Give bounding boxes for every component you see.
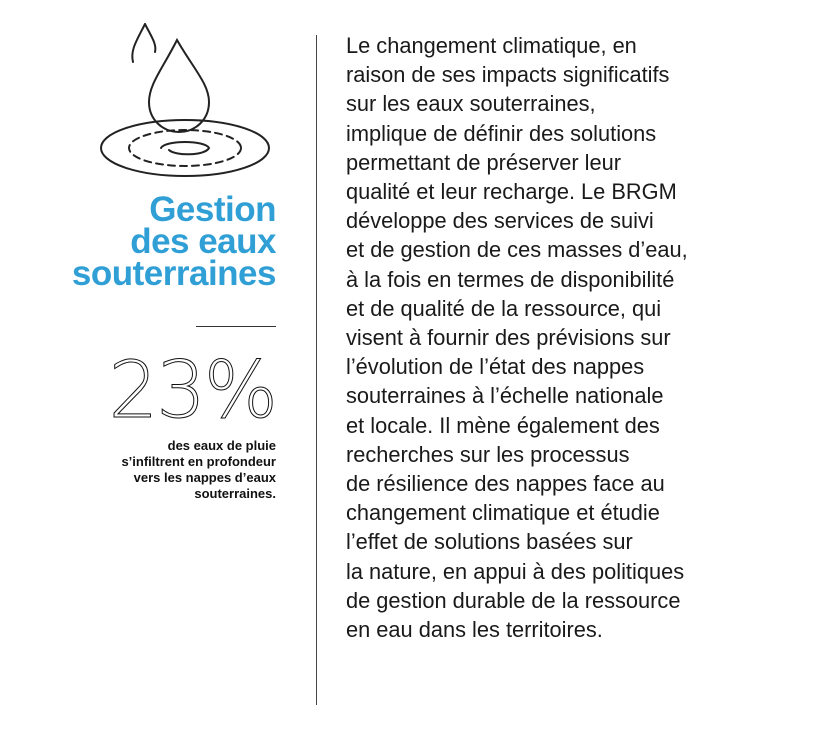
body-line: de résilience des nappes face au (346, 471, 665, 497)
body-paragraph (346, 31, 816, 644)
body-line: et de qualité de la ressource, qui (346, 295, 662, 321)
title-line-2: des eaux (130, 222, 276, 261)
body-line: permettant de préserver leur (346, 149, 622, 175)
body-line: et de gestion de ces masses d’eau, (346, 237, 688, 263)
body-line: l’évolution de l’état des nappes (346, 354, 645, 380)
stat-caption-line-4: souterraines. (194, 486, 276, 501)
title-line-3: souterraines (71, 254, 276, 293)
body-line: la nature, en appui à des politiques (346, 558, 685, 584)
body-line: changement climatique et étudie (346, 500, 660, 526)
stat-value-text: 23% (108, 346, 276, 436)
title-line-1: Gestion (149, 190, 276, 229)
body-line: implique de définir des solutions (346, 120, 657, 146)
body-line: de gestion durable de la ressource (346, 587, 681, 613)
body-line: l’effet de solutions basées sur (346, 529, 633, 555)
stat-caption-line-3: vers les nappes d’eaux (133, 470, 276, 485)
body-line: à la fois en termes de disponibilité (346, 266, 675, 292)
water-drop-ripple-icon (85, 10, 275, 180)
stat-caption (20, 438, 276, 502)
body-line: développe des services de suivi (346, 208, 654, 234)
stat-caption-line-1: des eaux de pluie (167, 438, 276, 453)
stat-value (40, 346, 276, 436)
body-line: Le changement climatique, en (346, 33, 637, 58)
body-line: souterraines à l’échelle nationale (346, 383, 664, 409)
body-line: raison de ses impacts significatifs (346, 62, 670, 88)
body-line: qualité et leur recharge. Le BRGM (346, 179, 677, 205)
column-divider (316, 35, 317, 705)
body-line: sur les eaux souterraines, (346, 91, 596, 117)
section-title (0, 190, 276, 293)
body-line: recherches sur les processus (346, 441, 630, 467)
body-line: en eau dans les territoires. (346, 617, 603, 643)
body-line: visent à fournir des prévisions sur (346, 325, 671, 351)
divider (196, 326, 276, 327)
body-line: et locale. Il mène également des (346, 412, 660, 438)
stat-caption-line-2: s’infiltrent en profondeur (121, 454, 276, 469)
